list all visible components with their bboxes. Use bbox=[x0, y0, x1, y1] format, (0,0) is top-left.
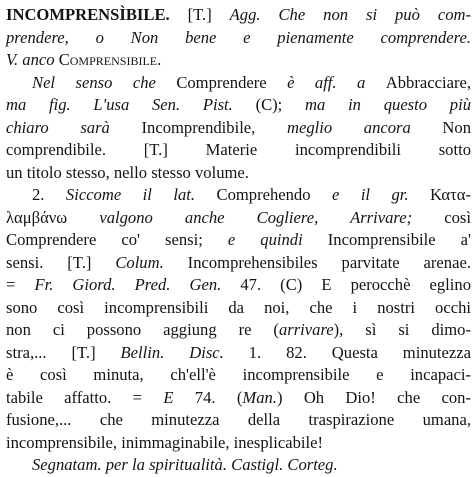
text-run: Incomprensibile a' bbox=[327, 230, 471, 249]
text-run: valgono anche Cogliere, Arrivare; bbox=[99, 207, 445, 227]
text-run: Comprensibile bbox=[58, 50, 158, 69]
entry-line bbox=[6, 409, 471, 432]
text-run: ), sì si dimo- bbox=[333, 320, 471, 339]
text-run: E bbox=[163, 387, 195, 407]
text-run: arrivare bbox=[278, 320, 334, 339]
text-run: 74. ( bbox=[194, 387, 243, 407]
text-run: Comprendere bbox=[176, 72, 288, 92]
entry-line bbox=[6, 49, 471, 72]
text-run: Incomprehensibiles parvitate arenae. bbox=[187, 252, 471, 272]
entry-line bbox=[6, 72, 471, 95]
text-run: è così minuta, ch'ell'è incomprensibile e incapaci- bbox=[6, 365, 471, 384]
text-run: g bbox=[208, 320, 217, 339]
entry-line bbox=[6, 27, 471, 50]
entry-line bbox=[6, 252, 471, 275]
dictionary-entry bbox=[6, 4, 471, 477]
text-run: Fr. Giord. Pred. Gen. bbox=[34, 275, 241, 294]
text-run: Segnatam. per la spiritualità. Castigl. Corteg. bbox=[32, 455, 338, 474]
text-run: chiaro sarà bbox=[6, 117, 142, 137]
text-run: Κατα- bbox=[430, 185, 471, 204]
text-run: sensi. [T.] bbox=[6, 252, 116, 272]
text-run: stra,... [T.] bbox=[6, 342, 121, 362]
entry-line bbox=[6, 162, 471, 185]
text-run: prendere, o Non bene e pienamente comprendere. bbox=[6, 27, 471, 47]
text-run: non ci possono aggiun bbox=[6, 320, 209, 339]
text-run: e quindi bbox=[227, 230, 328, 249]
entry-line bbox=[6, 274, 471, 297]
entry-line bbox=[6, 342, 471, 365]
entry-line bbox=[6, 297, 471, 320]
text-run: comprendibile. [T.] Materie incomprendibili sotto bbox=[6, 140, 471, 159]
text-run: tabile affatto. = bbox=[6, 387, 164, 407]
entry-line bbox=[6, 229, 471, 252]
text-run: Nel senso che bbox=[32, 72, 177, 92]
text-run: Comprehendo bbox=[216, 185, 332, 204]
text-run: Non bbox=[442, 117, 471, 137]
text-run: V. anco bbox=[6, 50, 59, 69]
text-run: . bbox=[157, 50, 162, 69]
entry-line bbox=[6, 432, 471, 455]
text-run: ) Oh Dio! che con- bbox=[276, 387, 471, 407]
text-run: Abbracciare, bbox=[385, 72, 471, 92]
entry-line bbox=[6, 387, 471, 410]
entry-line bbox=[6, 454, 471, 477]
text-run: Siccome il lat. bbox=[65, 185, 217, 204]
text-run: [T.] bbox=[169, 5, 230, 24]
text-run: fusione,... che minutezza della traspirazione umana, bbox=[6, 410, 471, 429]
text-run: un titolo stesso, nello stesso volume. bbox=[6, 162, 249, 182]
entry-line bbox=[6, 94, 471, 117]
text-run: meglio ancora bbox=[286, 117, 443, 137]
text-run: 2. bbox=[32, 185, 66, 204]
text-run: e il gr. bbox=[331, 185, 431, 204]
entry-line bbox=[6, 319, 471, 342]
text-run: Agg. Che non si può com- bbox=[229, 5, 472, 24]
text-run: ma in questo più bbox=[305, 95, 471, 114]
text-run: Bellin. Disc. bbox=[120, 342, 249, 362]
text-run: (C); bbox=[255, 95, 306, 114]
text-run: = bbox=[6, 275, 35, 294]
text-run: Comprendere co' sensi; bbox=[6, 230, 228, 249]
text-run: Incomprendibile, bbox=[141, 117, 287, 137]
text-run: Colum. bbox=[115, 252, 188, 272]
text-run: 47. (C) E perocchè eglino bbox=[240, 275, 471, 294]
entry-line bbox=[6, 4, 471, 27]
text-run: λαμβάνω bbox=[6, 207, 100, 227]
entry-line bbox=[6, 184, 471, 207]
text-run: è aff. a bbox=[287, 72, 386, 92]
entry-line bbox=[6, 117, 471, 140]
text-run: re ( bbox=[216, 320, 279, 339]
text-run: incomprensibile, inimmaginabile, inesplicabile! bbox=[6, 432, 324, 452]
entry-line bbox=[6, 139, 471, 162]
text-run: così bbox=[444, 207, 471, 227]
text-run: 1. 82. Questa minutezza bbox=[248, 342, 471, 362]
text-run: Man. bbox=[242, 387, 277, 407]
entry-line bbox=[6, 207, 471, 230]
text-run: INCOMPRENSÌBILE. bbox=[6, 5, 170, 24]
entry-line bbox=[6, 364, 471, 387]
text-run: ma fig. L'usa Sen. Pist. bbox=[6, 95, 256, 114]
text-run: sono così incomprensibili da noi, che i nostri occhi bbox=[6, 297, 471, 317]
